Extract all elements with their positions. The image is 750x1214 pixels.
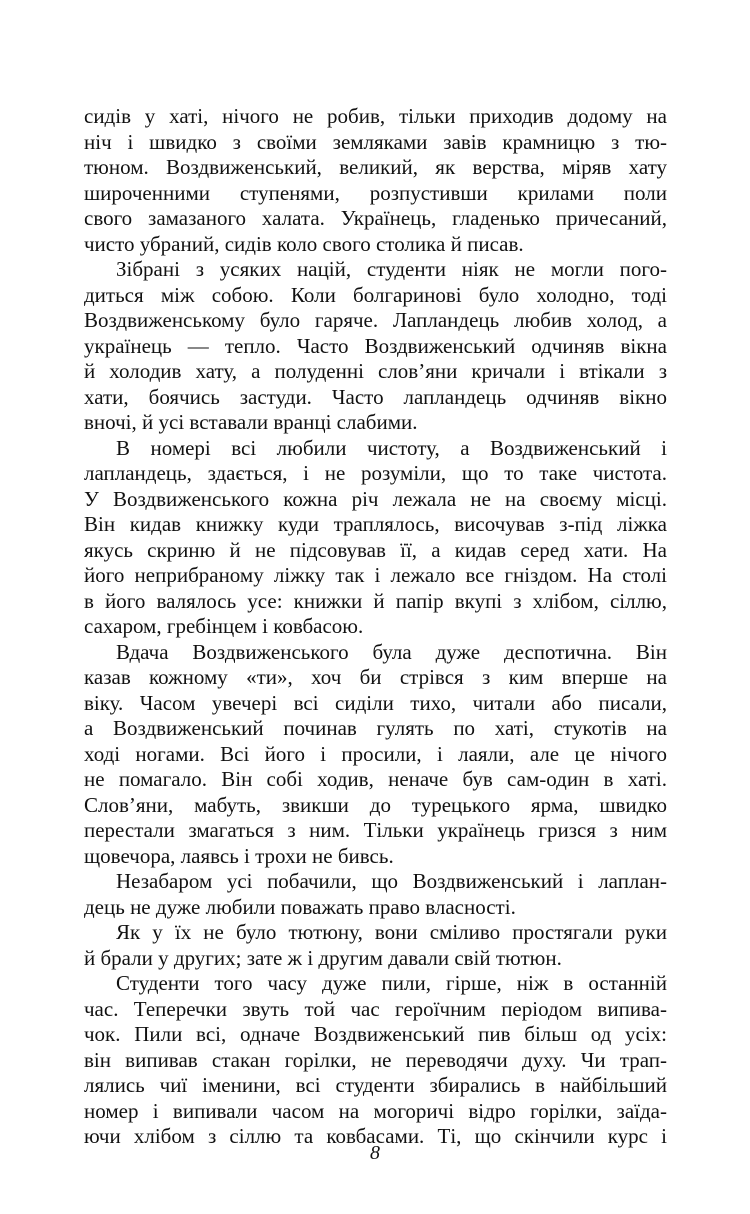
body-text xyxy=(84,104,667,1150)
text-line: В номері всі любили чистоту, а Воздвиженський і xyxy=(116,435,667,460)
text-line: сахаром, гребінцем і ковбасою. xyxy=(84,614,364,638)
text-line: не помагало. Він собі ходив, неначе був сам-один в хаті. xyxy=(84,767,667,791)
text-line: Слов’яни, мабуть, звикши до турецького ярма, швидко xyxy=(84,792,667,817)
text-line: вночі, й усі вставали вранці слабими. xyxy=(84,410,418,434)
text-line: віку. Часом увечері всі сиділи тихо, читали або писали, xyxy=(84,690,667,715)
text-line: Воздвиженському було гаряче. Лапландець любив холод, а xyxy=(84,308,667,332)
text-line: Він кидав книжку куди траплялось, височував з-під ліжка xyxy=(84,512,667,536)
text-line: й холодив хату, а полуденні слов’яни кричали і втікали з xyxy=(84,359,667,383)
text-line: лялись чиї іменини, всі студенти збирались в найбільший xyxy=(84,1073,667,1097)
text-line: а Воздвиженський починав гулять по хаті, стукотів на xyxy=(84,716,667,740)
text-line: ході ногами. Всі його і просили, і лаяли, але це нічого xyxy=(84,741,667,766)
text-line: ючи хлібом з сіллю та ковбасами. Ті, що скінчили курс і xyxy=(84,1124,667,1148)
text-line: Незабаром усі побачили, що Воздвиженський і лаплан- xyxy=(116,869,667,893)
text-line: його неприбраному ліжку так і лежало все гніздом. На столі xyxy=(84,563,667,587)
page-number: 8 xyxy=(370,1142,380,1164)
text-line: час. Теперечки звуть той час героїчним періодом випива- xyxy=(84,996,667,1021)
text-line: Студенти того часу дуже пили, гірше, ніж в останній xyxy=(116,971,667,995)
text-line: перестали змагаться з ним. Тільки українець гризся з ним xyxy=(84,818,667,842)
text-line: сидів у хаті, нічого не робив, тільки приходив додому на xyxy=(84,104,667,128)
text-line: Вдача Воздвиженського була дуже деспотична. Він xyxy=(116,639,667,664)
text-line: хати, боячись застуди. Часто лапландець одчиняв вікно xyxy=(84,384,667,409)
text-line: чок. Пили всі, одначе Воздвиженський пив більш од усіх: xyxy=(84,1022,667,1046)
text-line: дець не дуже любили поважать право власності. xyxy=(84,894,516,919)
text-line: чисто убраний, сидів коло свого столика й писав. xyxy=(84,231,524,256)
text-line: якусь скриню й не підсовував її, а кидав серед хати. На xyxy=(84,537,667,562)
text-line: диться між собою. Коли болгаринові було холодно, тоді xyxy=(84,282,667,307)
text-line: лапландець, здається, і не розуміли, що то таке чистота. xyxy=(84,461,667,485)
text-line: й брали у других; зате ж і другим давали свій тютюн. xyxy=(84,945,562,970)
text-line: ніч і швидко з своїми земляками завів крамницю з тю- xyxy=(84,129,667,154)
text-line: тюном. Воздвиженський, великий, як верства, міряв хату xyxy=(84,155,667,179)
text-line: в його валялось усе: книжки й папір вкупі з хлібом, сіллю, xyxy=(84,588,667,613)
text-line: Як у їх не було тютюну, вони сміливо простягали руки xyxy=(116,920,667,944)
text-line: номер і випивали часом на могоричі відро горілки, заїда- xyxy=(84,1098,667,1123)
text-line: У Воздвиженського кожна річ лежала не на своєму місці. xyxy=(84,486,667,511)
text-line: українець — тепло. Часто Воздвиженський одчиняв вікна xyxy=(84,333,667,358)
text-line: свого замазаного халата. Українець, гладенько причесаний, xyxy=(84,206,667,230)
text-line: казав кожному «ти», хоч би стрівся з ким вперше на xyxy=(84,665,667,689)
text-line: щовечора, лаявсь і трохи не бивсь. xyxy=(84,843,394,868)
text-line: він випивав стакан горілки, не переводячи духу. Чи трап- xyxy=(84,1047,667,1072)
text-line: широченними ступенями, розпустивши крилами поли xyxy=(84,180,667,205)
text-line: Зібрані з усяких націй, студенти ніяк не могли пого- xyxy=(116,257,667,281)
